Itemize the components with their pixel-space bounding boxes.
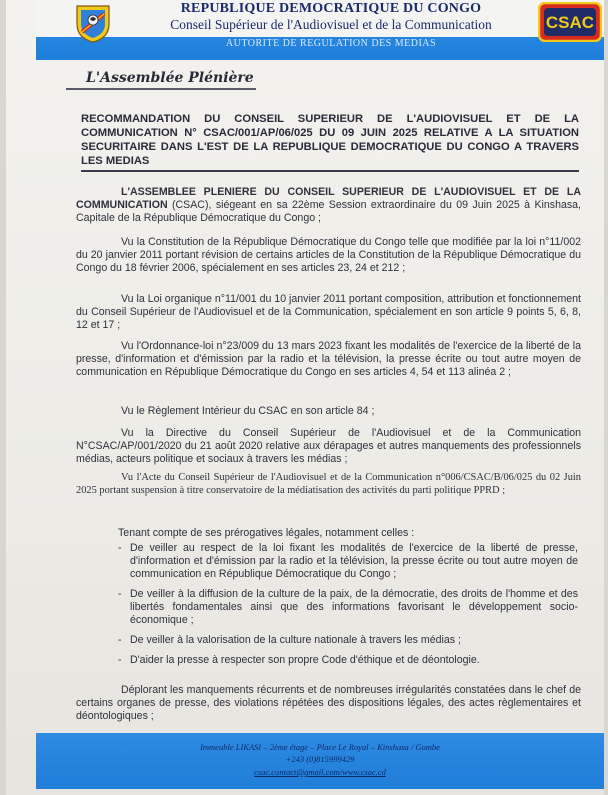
council-name: Conseil Supérieur de l'Audiovisuel et de la Communication xyxy=(170,17,492,32)
assembly-heading: L'Assemblée Plénière xyxy=(86,70,254,86)
prerogatives-list xyxy=(118,542,578,667)
coat-of-arms-icon xyxy=(71,2,115,44)
intro-paragraph xyxy=(76,186,581,225)
document-page xyxy=(6,0,604,795)
consideration-organic-law: Vu la Loi organique n°11/001 du 10 janvier 2011 portant composition, attribution et fonctionnement du Conseil Supérieur de l'Audiovisuel et de la Communication, spécialement en son article 9 points 5, 6, 8, 12 et 17 ; xyxy=(76,293,581,331)
regulator-subtitle: AUTORITE DE REGULATION DES MEDIAS xyxy=(225,38,437,49)
footer-contact: csac.contact@gmail.com/www.csac.cd xyxy=(254,767,386,777)
csac-logo xyxy=(538,2,602,42)
footer-phone: +243 (0)815999429 xyxy=(285,754,355,764)
letterhead-footer xyxy=(36,733,604,789)
list-item: - De veiller à la valorisation de la culture nationale à travers les médias ; xyxy=(118,634,578,647)
list-item: - D'aider la presse à respecter son propre Code d'éthique et de déontologie. xyxy=(118,654,578,667)
deploring-paragraph: Déplorant les manquements récurrents et de nombreuses irrégularités constatées dans le chef de certains organes de presse, des violations répétées des dispositions légales, des actes règlementaires et déontologiques ; xyxy=(76,684,581,722)
footer-address: Immeuble LIKASI – 2ème étage – Place Le Royal – Kinshasa / Gombe xyxy=(200,742,440,752)
consideration-directive: Vu la Directive du Conseil Supérieur de l'Audiovisuel et de la Communication N°CSAC/AP/001/2020 du 21 août 2020 relative aux dérapages et autres manquements des professionnels médias, acteurs politique et sociaux à travers les médias ; xyxy=(76,427,581,465)
list-item: - De veiller à la diffusion de la culture de la paix, de la démocratie, des droits de l'homme et des libertés fondamentales ainsi que des informations favorisant le développement socio-économique ; xyxy=(118,588,578,627)
title-underline xyxy=(81,170,579,172)
list-item: - De veiller au respect de la loi fixant les modalités de l'exercice de la liberté de presse, d'information et d'émission par la radio et la télévision, la presse écrite ou tout autre moyen de communication en République Démocratique du Congo ; xyxy=(118,542,578,581)
country-name: REPUBLIQUE DEMOCRATIQUE DU CONGO xyxy=(180,1,482,16)
consideration-constitution: Vu la Constitution de la République Démocratique du Congo telle que modifiée par la loi n°11/002 du 20 janvier 2011 portant révision de certains articles de la Constitution de la République Démocratique du Congo du 18 février 2006, spécialement en ses articles 23, 24 et 212 ; xyxy=(76,236,581,274)
intro-rest: (CSAC), siégeant en sa 22ème Session extraordinaire du 09 Juin 2025 à Kinshasa, Capitale de la République Démocratique du Congo ; xyxy=(76,199,581,224)
letterhead xyxy=(36,0,604,60)
consideration-internal-rules: Vu le Règlement Intérieur du CSAC en son article 84 ; xyxy=(121,405,375,417)
consideration-acte: Vu l'Acte du Conseil Supérieur de l'Audiovisuel et de la Communication n°006/CSAC/B/06/025 du 02 Juin 2025 portant suspension à titre conservatoire de la médiatisation des activités du parti politique PPRD ; xyxy=(76,472,581,496)
recommendation-title: RECOMMANDATION DU CONSEIL SUPERIEUR DE L'AUDIOVISUEL ET DE LA COMMUNICATION N° CSAC/001/AP/06/025 DU 09 JUIN 2025 RELATIVE A LA SITUATION SECURITAIRE DANS L'EST DE LA REPUBLIQUE DEMOCRATIQUE DU CONGO A TRAVERS LES MEDIAS xyxy=(81,113,579,167)
consideration-ordinance: Vu l'Ordonnance-loi n°23/009 du 13 mars 2023 fixant les modalités de l'exercice de la liberté de la presse, d'information et d'émission par la radio et la télévision, la presse écrite ou tout autre moyen de communication en République Démocratique du Congo en ses articles 4, 54 et 113 alinéa 2 ; xyxy=(76,340,581,378)
assembly-underline xyxy=(66,88,256,90)
intro-bold: L'ASSEMBLEE PLENIERE DU CONSEIL SUPERIEUR DE L'AUDIOVISUEL ET DE LA COMMUNICATION xyxy=(76,186,581,211)
csac-logo-text: CSAC xyxy=(545,13,595,32)
prerogatives-intro: Tenant compte de ses prérogatives légales, notamment celles : xyxy=(118,527,415,539)
